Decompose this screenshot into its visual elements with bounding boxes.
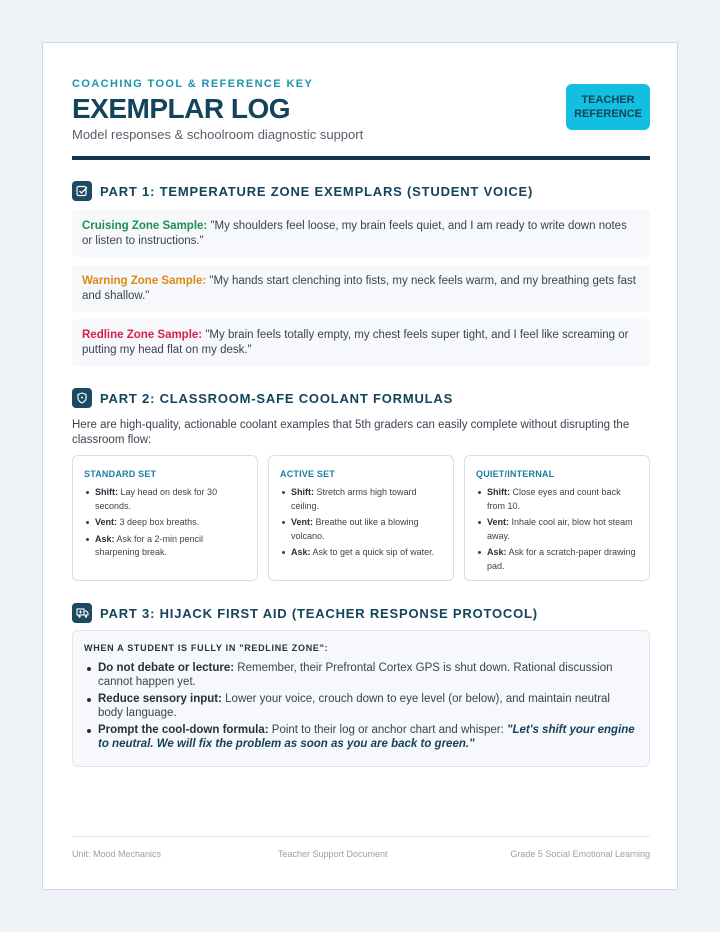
list-item: Vent: Breathe out like a blowing volcano. (280, 516, 442, 543)
list-item: Shift: Lay head on desk for 30 seconds. (84, 486, 246, 513)
footer-unit: Unit: Mood Mechanics (72, 849, 162, 859)
card-title: ACTIVE SET (280, 469, 336, 479)
footer-grade: Grade 5 Social Emotional Learning (510, 849, 650, 859)
part1-title: PART 1: TEMPERATURE ZONE EXEMPLARS (STUDENT VOICE) (100, 183, 534, 199)
coolant-card-quiet (464, 455, 650, 581)
zone-quote: "My shoulders feel loose, my brain feels quiet, and I am ready to write down notes or listen to instructions." (82, 220, 627, 247)
checkbox-icon (72, 181, 92, 201)
part2-intro: Here are high-quality, actionable coolant examples that 5th graders can easily complete without disrupting the classroom flow: (72, 419, 630, 446)
list-item: Shift: Close eyes and count back from 10. (476, 486, 638, 513)
list-item: Ask: Ask to get a quick sip of water. (280, 546, 442, 560)
shield-icon (72, 388, 92, 408)
card-title: QUIET/INTERNAL (476, 469, 555, 479)
part3-title: PART 3: HIJACK FIRST AID (TEACHER RESPONSE PROTOCOL) (100, 605, 538, 621)
footer-divider (72, 836, 650, 837)
coolant-card-active (268, 455, 454, 581)
part2-header (72, 388, 453, 408)
footer-doc-type: Teacher Support Document (278, 849, 388, 859)
badge-line-2: REFERENCE (574, 108, 642, 120)
protocol-title: WHEN A STUDENT IS FULLY IN "REDLINE ZONE": (84, 643, 329, 653)
card-title: STANDARD SET (84, 469, 157, 479)
list-item: Vent: Inhale cool air, blow hot steam away. (476, 516, 638, 543)
list-item: Vent: 3 deep box breaths. (84, 516, 246, 530)
teacher-reference-badge (566, 84, 650, 130)
zone-label: Warning Zone Sample: (82, 275, 207, 287)
list-item: Ask: Ask for a scratch-paper drawing pad. (476, 546, 638, 573)
list-item: Prompt the cool-down formula: Point to their log or anchor chart and whisper: "Let's shift your engine to neutral. We will fix the problem as soon as you are back to green." (84, 723, 638, 751)
badge-line-1: TEACHER (581, 94, 635, 106)
first-aid-truck-icon (72, 603, 92, 623)
page-title: EXEMPLAR LOG (72, 93, 291, 124)
page-subtitle: Model responses & schoolroom diagnostic support (72, 127, 364, 142)
header-divider (72, 156, 650, 160)
zone-label: Redline Zone Sample: (82, 329, 203, 341)
redline-zone-sample (72, 319, 650, 366)
coolant-card-standard (72, 455, 258, 581)
part2-title: PART 2: CLASSROOM-SAFE COOLANT FORMULAS (100, 390, 454, 406)
document-page (42, 42, 678, 890)
list-item: Do not debate or lecture: Remember, their Prefrontal Cortex GPS is shut down. Rational discussion cannot happen yet. (84, 661, 638, 689)
warning-zone-sample (72, 265, 650, 312)
eyebrow-label: COACHING TOOL & REFERENCE KEY (72, 78, 314, 90)
cool-down-quote: "Let's shift your engine to neutral. We will fix the problem as soon as you are back to green." (98, 724, 635, 750)
part3-header (72, 603, 538, 623)
list-item: Reduce sensory input: Lower your voice, crouch down to eye level (or below), and maintain neutral body language. (84, 692, 638, 720)
cruising-zone-sample (72, 210, 650, 257)
teacher-response-protocol (72, 630, 650, 767)
list-item: Ask: Ask for a 2-min pencil sharpening break. (84, 533, 246, 560)
zone-label: Cruising Zone Sample: (82, 220, 208, 232)
zone-quote: "My brain feels totally empty, my chest feels super tight, and I feel like screaming or putting my head flat on my desk." (82, 329, 629, 356)
part1-header (72, 181, 533, 201)
zone-quote: "My hands start clenching into fists, my neck feels warm, and my breathing gets fast and shallow." (82, 275, 636, 302)
list-item: Shift: Stretch arms high toward ceiling. (280, 486, 442, 513)
